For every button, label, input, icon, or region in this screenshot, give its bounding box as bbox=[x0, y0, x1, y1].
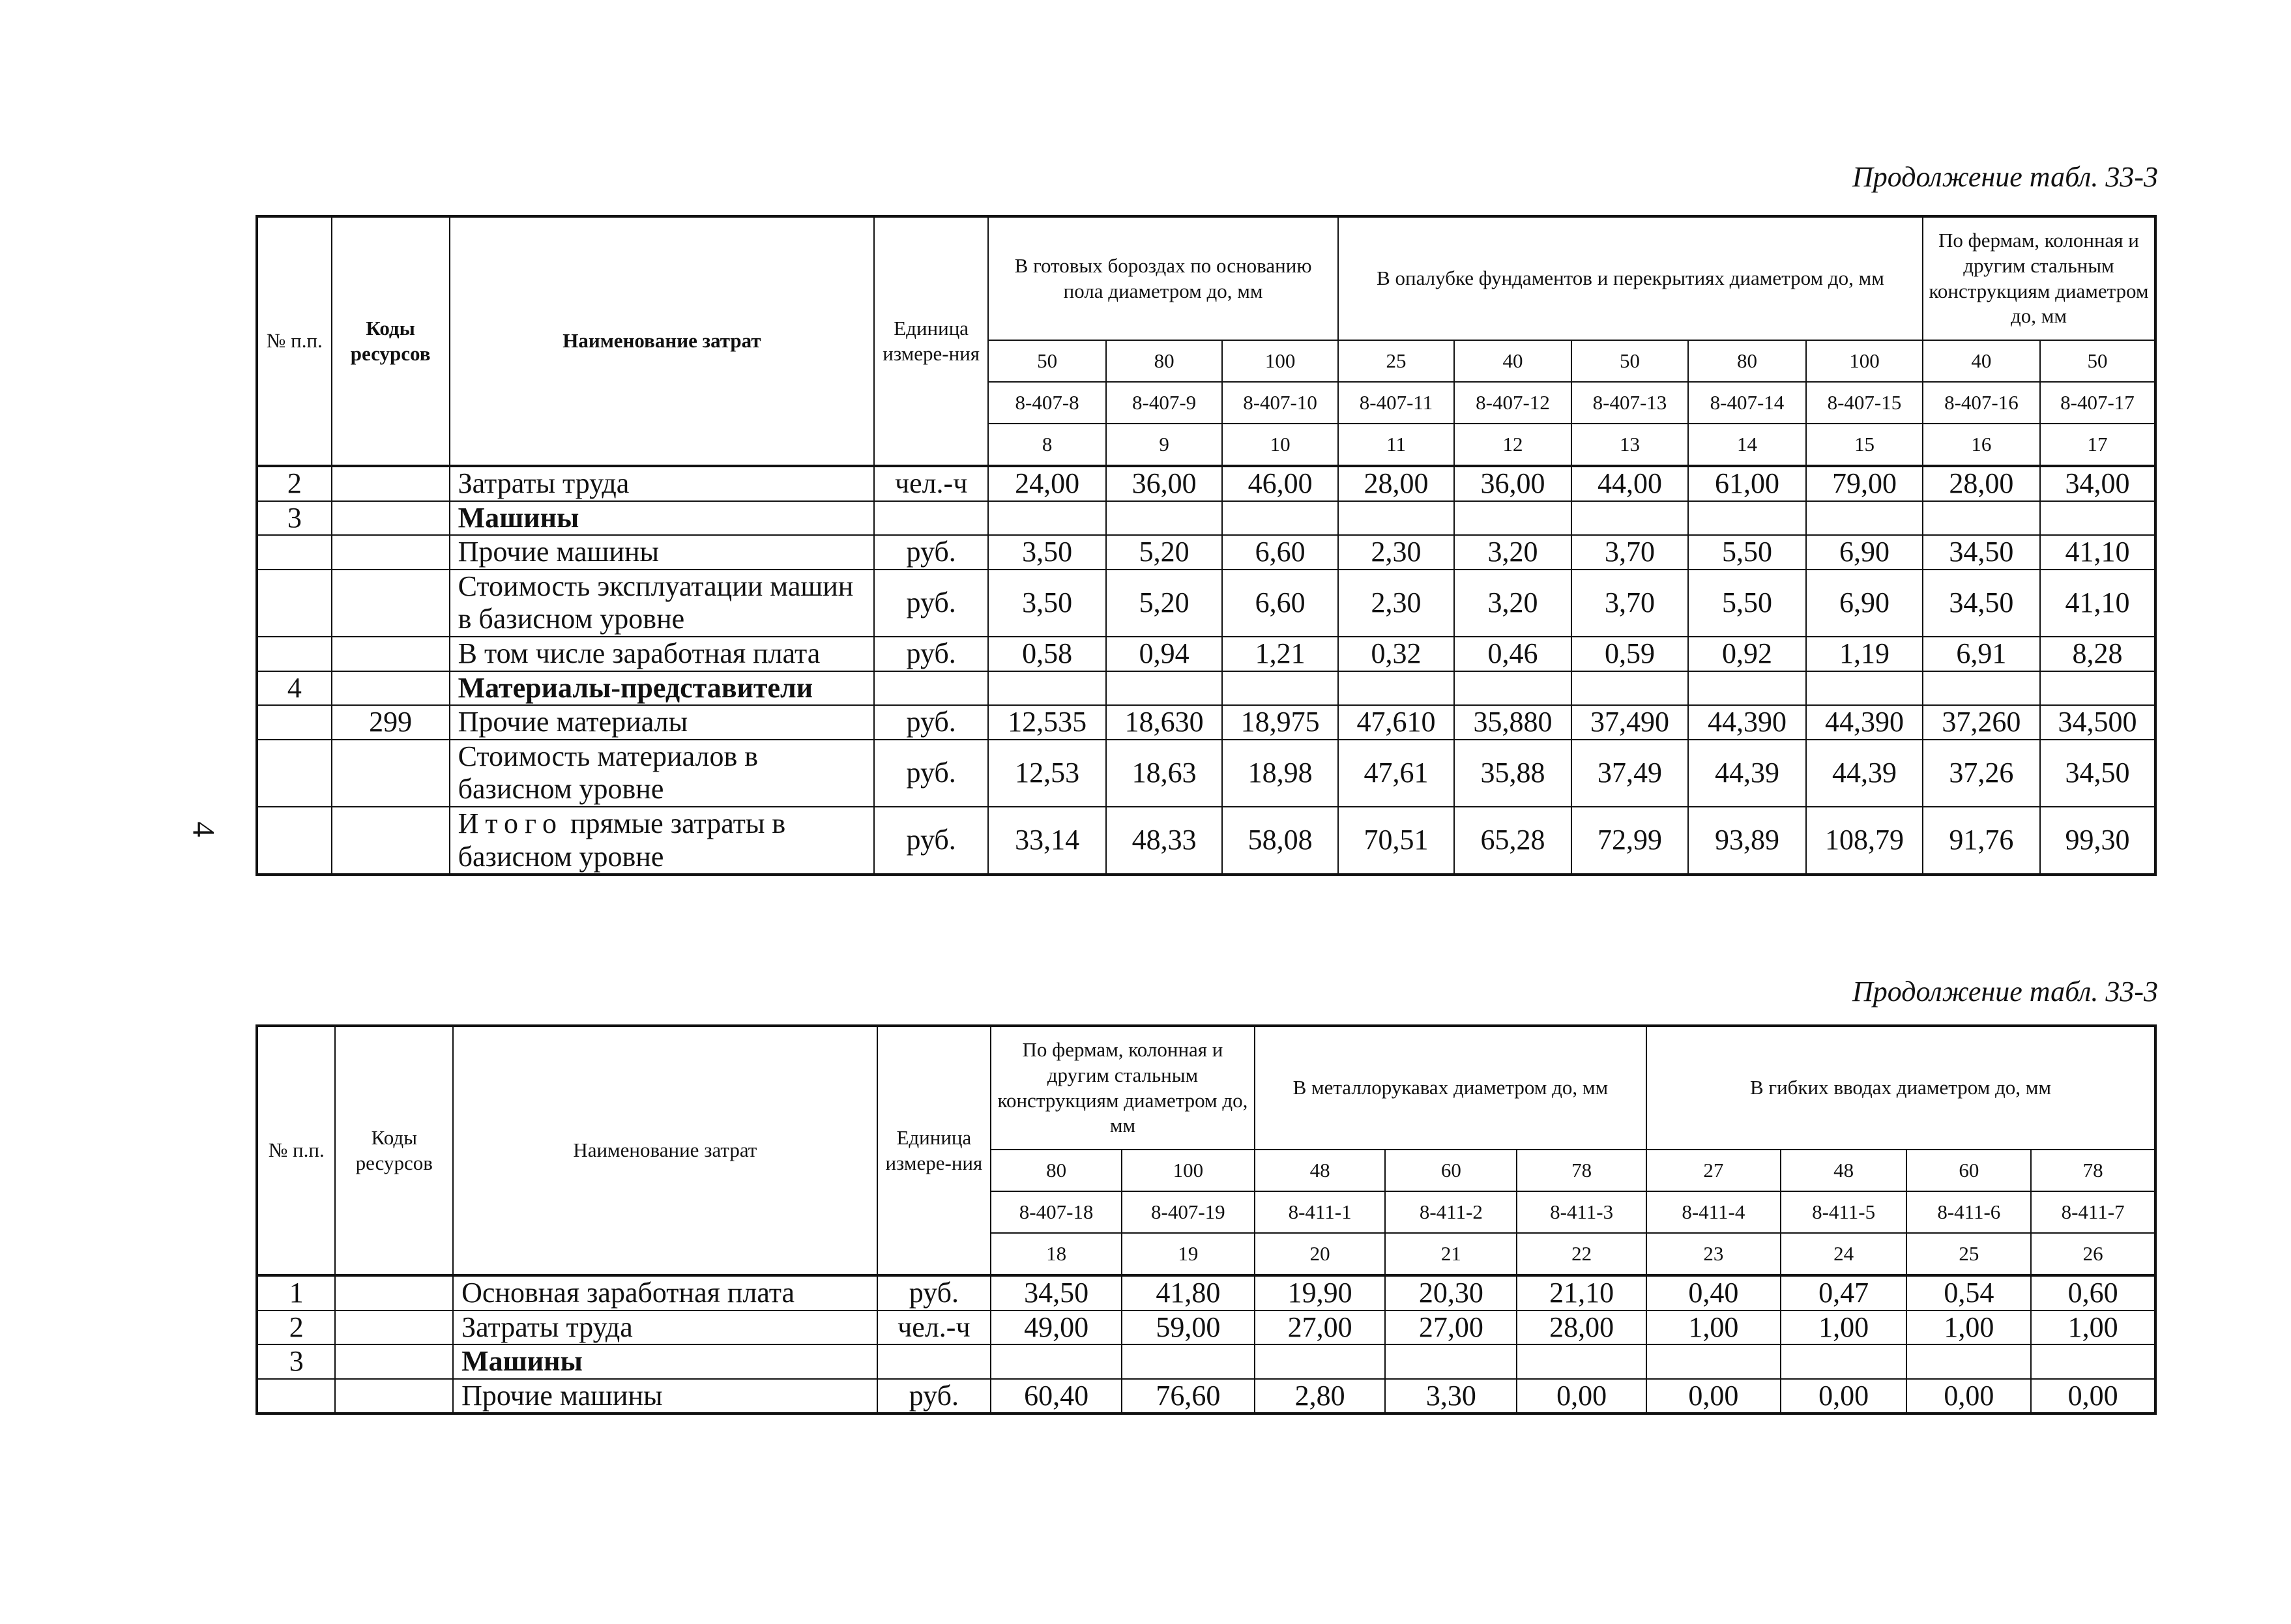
value-cell: 44,39 bbox=[1806, 740, 1923, 807]
cost-name bbox=[450, 740, 875, 807]
value-cell bbox=[2040, 671, 2155, 706]
cost-name-text: Прочие машины bbox=[461, 1379, 663, 1412]
value-cell: 44,39 bbox=[1688, 740, 1806, 807]
cost-name bbox=[450, 466, 875, 501]
value-cell: 108,79 bbox=[1806, 807, 1923, 875]
cost-table-2 bbox=[255, 1024, 2157, 1415]
value-cell: 61,00 bbox=[1688, 466, 1806, 501]
row-number bbox=[257, 740, 332, 807]
value-cell: 3,70 bbox=[1571, 570, 1688, 637]
diameter-cell: 48 bbox=[1781, 1150, 1907, 1191]
value-cell: 46,00 bbox=[1222, 466, 1338, 501]
resource-code bbox=[332, 671, 450, 706]
row-number: 3 bbox=[257, 1344, 335, 1379]
cost-name-text: Стоимость эксплуатации машин в базисном уровне bbox=[458, 570, 854, 635]
code-cell: 8-407-10 bbox=[1222, 382, 1338, 424]
value-cell: 70,51 bbox=[1338, 807, 1454, 875]
value-cell: 34,50 bbox=[2040, 740, 2155, 807]
table-row bbox=[257, 570, 2155, 637]
resource-code bbox=[332, 501, 450, 536]
unit-cell: чел.-ч bbox=[877, 1311, 991, 1345]
value-cell: 0,00 bbox=[1517, 1379, 1646, 1414]
code-cell: 8-407-15 bbox=[1806, 382, 1923, 424]
table-row bbox=[257, 637, 2155, 671]
column-number-cell: 10 bbox=[1222, 424, 1338, 466]
value-cell: 27,00 bbox=[1385, 1311, 1517, 1345]
value-cell: 49,00 bbox=[991, 1311, 1122, 1345]
cost-name-text: прямые затраты в базисном уровне bbox=[458, 807, 786, 873]
value-cell: 1,00 bbox=[2031, 1311, 2155, 1345]
code-cell: 8-407-13 bbox=[1571, 382, 1688, 424]
page-number: 4 bbox=[186, 821, 221, 837]
value-cell: 28,00 bbox=[1338, 466, 1454, 501]
value-cell: 0,00 bbox=[2031, 1379, 2155, 1414]
row-number: 2 bbox=[257, 1311, 335, 1345]
code-cell: 8-411-7 bbox=[2031, 1191, 2155, 1233]
value-cell: 93,89 bbox=[1688, 807, 1806, 875]
row-number: 2 bbox=[257, 466, 332, 501]
value-cell: 6,60 bbox=[1222, 570, 1338, 637]
code-cell: 8-411-6 bbox=[1906, 1191, 2031, 1233]
value-cell: 24,00 bbox=[988, 466, 1106, 501]
cost-name-text: Прочие машины bbox=[458, 536, 660, 568]
value-cell: 44,390 bbox=[1806, 705, 1923, 740]
column-number-cell: 23 bbox=[1646, 1233, 1781, 1275]
resource-code bbox=[332, 535, 450, 570]
value-cell: 47,610 bbox=[1338, 705, 1454, 740]
value-cell: 21,10 bbox=[1517, 1275, 1646, 1311]
cost-name-emphasis: Итого bbox=[458, 807, 563, 839]
table-caption: Продолжение табл. 33-3 bbox=[1852, 976, 2158, 1008]
cost-name-text: Машины bbox=[461, 1345, 583, 1378]
value-cell: 36,00 bbox=[1454, 466, 1571, 501]
column-number-cell: 12 bbox=[1454, 424, 1571, 466]
cost-name-text: В том числе заработная плата bbox=[458, 637, 821, 669]
row-number bbox=[257, 637, 332, 671]
cost-name bbox=[450, 535, 875, 570]
column-number-cell: 16 bbox=[1923, 424, 2040, 466]
value-cell bbox=[1222, 671, 1338, 706]
value-cell: 3,20 bbox=[1454, 535, 1571, 570]
cost-name-text: Материалы-представители bbox=[458, 671, 813, 704]
value-cell bbox=[1923, 671, 2040, 706]
unit-cell: руб. bbox=[877, 1275, 991, 1311]
column-number-cell: 25 bbox=[1906, 1233, 2031, 1275]
col-header-name: Наименование затрат bbox=[450, 216, 875, 466]
value-cell: 1,00 bbox=[1781, 1311, 1907, 1345]
cost-name-text: Затраты труда bbox=[458, 467, 630, 499]
row-number: 3 bbox=[257, 501, 332, 536]
value-cell: 41,10 bbox=[2040, 535, 2155, 570]
value-cell: 6,90 bbox=[1806, 570, 1923, 637]
value-cell: 5,50 bbox=[1688, 570, 1806, 637]
group-header: В опалубке фундаментов и перекрытиях диаметром до, мм bbox=[1338, 216, 1923, 340]
value-cell bbox=[2040, 501, 2155, 536]
value-cell: 35,880 bbox=[1454, 705, 1571, 740]
value-cell bbox=[1688, 501, 1806, 536]
diameter-cell: 78 bbox=[2031, 1150, 2155, 1191]
value-cell: 37,490 bbox=[1571, 705, 1688, 740]
table-row bbox=[257, 1344, 2155, 1379]
diameter-cell: 27 bbox=[1646, 1150, 1781, 1191]
code-cell: 8-411-3 bbox=[1517, 1191, 1646, 1233]
value-cell: 0,40 bbox=[1646, 1275, 1781, 1311]
value-cell bbox=[1923, 501, 2040, 536]
cost-name bbox=[450, 705, 875, 740]
value-cell: 44,390 bbox=[1688, 705, 1806, 740]
resource-code bbox=[332, 570, 450, 637]
code-cell: 8-411-5 bbox=[1781, 1191, 1907, 1233]
value-cell bbox=[988, 671, 1106, 706]
value-cell bbox=[1222, 501, 1338, 536]
group-header: По фермам, колонная и другим стальным конструкциям диаметром до, мм bbox=[991, 1026, 1255, 1150]
group-header: По фермам, колонная и другим стальным конструкциям диаметром до, мм bbox=[1923, 216, 2155, 340]
value-cell: 0,58 bbox=[988, 637, 1106, 671]
value-cell bbox=[1454, 501, 1571, 536]
unit-cell: руб. bbox=[874, 807, 988, 875]
cost-name bbox=[450, 501, 875, 536]
unit-cell: руб. bbox=[874, 570, 988, 637]
value-cell: 76,60 bbox=[1122, 1379, 1255, 1414]
value-cell: 60,40 bbox=[991, 1379, 1122, 1414]
col-header-codes: Коды ресурсов bbox=[335, 1026, 453, 1275]
value-cell: 59,00 bbox=[1122, 1311, 1255, 1345]
diameter-cell: 60 bbox=[1385, 1150, 1517, 1191]
value-cell: 79,00 bbox=[1806, 466, 1923, 501]
value-cell: 41,10 bbox=[2040, 570, 2155, 637]
value-cell: 48,33 bbox=[1106, 807, 1222, 875]
resource-code bbox=[335, 1379, 453, 1414]
cost-name-text: Стоимость материалов в базисном уровне bbox=[458, 740, 758, 805]
column-number-cell: 26 bbox=[2031, 1233, 2155, 1275]
row-number bbox=[257, 1379, 335, 1414]
col-header-unit: Единица измере-ния bbox=[877, 1026, 991, 1275]
table-row bbox=[257, 535, 2155, 570]
value-cell: 3,30 bbox=[1385, 1379, 1517, 1414]
value-cell bbox=[1906, 1344, 2031, 1379]
value-cell: 37,49 bbox=[1571, 740, 1688, 807]
unit-cell: чел.-ч bbox=[874, 466, 988, 501]
resource-code bbox=[332, 740, 450, 807]
value-cell: 0,60 bbox=[2031, 1275, 2155, 1311]
value-cell: 1,00 bbox=[1646, 1311, 1781, 1345]
cost-name bbox=[453, 1275, 877, 1311]
value-cell: 5,50 bbox=[1688, 535, 1806, 570]
value-cell bbox=[991, 1344, 1122, 1379]
diameter-cell: 50 bbox=[2040, 340, 2155, 382]
column-number-cell: 22 bbox=[1517, 1233, 1646, 1275]
diameter-cell: 100 bbox=[1222, 340, 1338, 382]
cost-name bbox=[450, 637, 875, 671]
value-cell: 8,28 bbox=[2040, 637, 2155, 671]
value-cell bbox=[1338, 501, 1454, 536]
code-cell: 8-411-1 bbox=[1255, 1191, 1386, 1233]
cost-name bbox=[453, 1311, 877, 1345]
unit-cell: руб. bbox=[874, 535, 988, 570]
unit-cell: руб. bbox=[877, 1379, 991, 1414]
value-cell: 47,61 bbox=[1338, 740, 1454, 807]
column-number-cell: 21 bbox=[1385, 1233, 1517, 1275]
value-cell bbox=[1255, 1344, 1386, 1379]
value-cell: 34,50 bbox=[1923, 570, 2040, 637]
value-cell: 0,32 bbox=[1338, 637, 1454, 671]
value-cell: 19,90 bbox=[1255, 1275, 1386, 1311]
value-cell: 34,50 bbox=[991, 1275, 1122, 1311]
column-number-cell: 18 bbox=[991, 1233, 1122, 1275]
code-cell: 8-407-12 bbox=[1454, 382, 1571, 424]
row-number: 4 bbox=[257, 671, 332, 706]
row-number bbox=[257, 535, 332, 570]
row-number bbox=[257, 807, 332, 875]
value-cell bbox=[1338, 671, 1454, 706]
value-cell: 65,28 bbox=[1454, 807, 1571, 875]
value-cell bbox=[1806, 501, 1923, 536]
value-cell: 1,00 bbox=[1906, 1311, 2031, 1345]
resource-code bbox=[335, 1311, 453, 1345]
value-cell: 0,92 bbox=[1688, 637, 1806, 671]
diameter-cell: 100 bbox=[1806, 340, 1923, 382]
cost-name-text: Основная заработная плата bbox=[461, 1277, 795, 1309]
value-cell: 3,20 bbox=[1454, 570, 1571, 637]
column-number-cell: 14 bbox=[1688, 424, 1806, 466]
diameter-cell: 100 bbox=[1122, 1150, 1255, 1191]
cost-name bbox=[453, 1379, 877, 1414]
code-cell: 8-407-17 bbox=[2040, 382, 2155, 424]
cost-name bbox=[453, 1344, 877, 1379]
value-cell: 27,00 bbox=[1255, 1311, 1386, 1345]
value-cell: 20,30 bbox=[1385, 1275, 1517, 1311]
group-header: В гибких вводах диаметром до, мм bbox=[1646, 1026, 2155, 1150]
cost-name bbox=[450, 570, 875, 637]
unit-cell: руб. bbox=[874, 740, 988, 807]
table-row bbox=[257, 705, 2155, 740]
diameter-cell: 48 bbox=[1255, 1150, 1386, 1191]
code-cell: 8-407-9 bbox=[1106, 382, 1222, 424]
unit-cell: руб. bbox=[874, 705, 988, 740]
value-cell: 12,535 bbox=[988, 705, 1106, 740]
code-cell: 8-407-19 bbox=[1122, 1191, 1255, 1233]
resource-code bbox=[335, 1275, 453, 1311]
value-cell: 0,94 bbox=[1106, 637, 1222, 671]
table-row bbox=[257, 466, 2155, 501]
value-cell: 5,20 bbox=[1106, 535, 1222, 570]
resource-code bbox=[335, 1344, 453, 1379]
cost-name bbox=[450, 807, 875, 875]
value-cell bbox=[1106, 671, 1222, 706]
value-cell: 34,500 bbox=[2040, 705, 2155, 740]
value-cell bbox=[1106, 501, 1222, 536]
value-cell: 72,99 bbox=[1571, 807, 1688, 875]
value-cell: 0,47 bbox=[1781, 1275, 1907, 1311]
value-cell: 44,00 bbox=[1571, 466, 1688, 501]
diameter-cell: 80 bbox=[1106, 340, 1222, 382]
table-row bbox=[257, 501, 2155, 536]
table-row bbox=[257, 1379, 2155, 1414]
value-cell: 3,50 bbox=[988, 535, 1106, 570]
diameter-cell: 50 bbox=[1571, 340, 1688, 382]
value-cell: 36,00 bbox=[1106, 466, 1222, 501]
value-cell bbox=[1571, 501, 1688, 536]
diameter-cell: 40 bbox=[1923, 340, 2040, 382]
unit-cell bbox=[874, 501, 988, 536]
diameter-cell: 78 bbox=[1517, 1150, 1646, 1191]
value-cell bbox=[1571, 671, 1688, 706]
value-cell: 28,00 bbox=[1923, 466, 2040, 501]
column-number-cell: 9 bbox=[1106, 424, 1222, 466]
value-cell: 12,53 bbox=[988, 740, 1106, 807]
value-cell: 41,80 bbox=[1122, 1275, 1255, 1311]
row-number bbox=[257, 705, 332, 740]
value-cell bbox=[2031, 1344, 2155, 1379]
value-cell: 91,76 bbox=[1923, 807, 2040, 875]
diameter-cell: 80 bbox=[1688, 340, 1806, 382]
value-cell: 18,630 bbox=[1106, 705, 1222, 740]
table-row bbox=[257, 807, 2155, 875]
code-cell: 8-407-18 bbox=[991, 1191, 1122, 1233]
col-header-num: № п.п. bbox=[257, 216, 332, 466]
unit-cell: руб. bbox=[874, 637, 988, 671]
code-cell: 8-407-14 bbox=[1688, 382, 1806, 424]
diameter-cell: 40 bbox=[1454, 340, 1571, 382]
column-number-cell: 8 bbox=[988, 424, 1106, 466]
code-cell: 8-411-2 bbox=[1385, 1191, 1517, 1233]
value-cell: 0,46 bbox=[1454, 637, 1571, 671]
value-cell: 18,98 bbox=[1222, 740, 1338, 807]
value-cell: 2,30 bbox=[1338, 535, 1454, 570]
unit-cell bbox=[874, 671, 988, 706]
value-cell: 0,00 bbox=[1781, 1379, 1907, 1414]
column-number-cell: 24 bbox=[1781, 1233, 1907, 1275]
value-cell: 37,260 bbox=[1923, 705, 2040, 740]
value-cell: 0,59 bbox=[1571, 637, 1688, 671]
value-cell bbox=[1806, 671, 1923, 706]
group-header: В готовых бороздах по основанию пола диаметром до, мм bbox=[988, 216, 1338, 340]
table-caption: Продолжение табл. 33-3 bbox=[1852, 161, 2158, 193]
value-cell: 34,50 bbox=[1923, 535, 2040, 570]
value-cell: 58,08 bbox=[1222, 807, 1338, 875]
cost-name-text: Машины bbox=[458, 501, 579, 534]
value-cell: 28,00 bbox=[1517, 1311, 1646, 1345]
cost-name-text: Прочие материалы bbox=[458, 706, 688, 738]
table-row bbox=[257, 1275, 2155, 1311]
resource-code bbox=[332, 466, 450, 501]
value-cell: 3,50 bbox=[988, 570, 1106, 637]
value-cell: 33,14 bbox=[988, 807, 1106, 875]
column-number-cell: 19 bbox=[1122, 1233, 1255, 1275]
value-cell: 5,20 bbox=[1106, 570, 1222, 637]
resource-code bbox=[332, 807, 450, 875]
column-number-cell: 13 bbox=[1571, 424, 1688, 466]
table-row bbox=[257, 740, 2155, 807]
value-cell: 6,60 bbox=[1222, 535, 1338, 570]
value-cell: 6,90 bbox=[1806, 535, 1923, 570]
value-cell: 99,30 bbox=[2040, 807, 2155, 875]
row-number: 1 bbox=[257, 1275, 335, 1311]
value-cell: 2,80 bbox=[1255, 1379, 1386, 1414]
column-number-cell: 20 bbox=[1255, 1233, 1386, 1275]
value-cell: 3,70 bbox=[1571, 535, 1688, 570]
cost-name-text: Затраты труда bbox=[461, 1311, 633, 1343]
value-cell: 6,91 bbox=[1923, 637, 2040, 671]
value-cell: 0,54 bbox=[1906, 1275, 2031, 1311]
col-header-name: Наименование затрат bbox=[453, 1026, 877, 1275]
code-cell: 8-407-16 bbox=[1923, 382, 2040, 424]
diameter-cell: 25 bbox=[1338, 340, 1454, 382]
value-cell: 1,21 bbox=[1222, 637, 1338, 671]
column-number-cell: 15 bbox=[1806, 424, 1923, 466]
cost-table-1 bbox=[255, 215, 2157, 876]
value-cell bbox=[1646, 1344, 1781, 1379]
value-cell bbox=[1454, 671, 1571, 706]
col-header-codes: Коды ресурсов bbox=[332, 216, 450, 466]
col-header-num: № п.п. bbox=[257, 1026, 335, 1275]
value-cell bbox=[1781, 1344, 1907, 1379]
code-cell: 8-407-8 bbox=[988, 382, 1106, 424]
code-cell: 8-407-11 bbox=[1338, 382, 1454, 424]
value-cell: 0,00 bbox=[1906, 1379, 2031, 1414]
unit-cell bbox=[877, 1344, 991, 1379]
col-header-unit: Единица измере-ния bbox=[874, 216, 988, 466]
table-row bbox=[257, 1311, 2155, 1345]
value-cell bbox=[1385, 1344, 1517, 1379]
code-cell: 8-411-4 bbox=[1646, 1191, 1781, 1233]
value-cell: 1,19 bbox=[1806, 637, 1923, 671]
row-number bbox=[257, 570, 332, 637]
value-cell: 34,00 bbox=[2040, 466, 2155, 501]
resource-code: 299 bbox=[332, 705, 450, 740]
table-row bbox=[257, 671, 2155, 706]
value-cell: 35,88 bbox=[1454, 740, 1571, 807]
diameter-cell: 50 bbox=[988, 340, 1106, 382]
value-cell bbox=[988, 501, 1106, 536]
resource-code bbox=[332, 637, 450, 671]
value-cell: 18,63 bbox=[1106, 740, 1222, 807]
value-cell: 0,00 bbox=[1646, 1379, 1781, 1414]
diameter-cell: 60 bbox=[1906, 1150, 2031, 1191]
value-cell: 37,26 bbox=[1923, 740, 2040, 807]
column-number-cell: 17 bbox=[2040, 424, 2155, 466]
diameter-cell: 80 bbox=[991, 1150, 1122, 1191]
column-number-cell: 11 bbox=[1338, 424, 1454, 466]
group-header: В металлорукавах диаметром до, мм bbox=[1255, 1026, 1646, 1150]
cost-name bbox=[450, 671, 875, 706]
value-cell bbox=[1122, 1344, 1255, 1379]
value-cell: 18,975 bbox=[1222, 705, 1338, 740]
value-cell bbox=[1688, 671, 1806, 706]
value-cell bbox=[1517, 1344, 1646, 1379]
value-cell: 2,30 bbox=[1338, 570, 1454, 637]
